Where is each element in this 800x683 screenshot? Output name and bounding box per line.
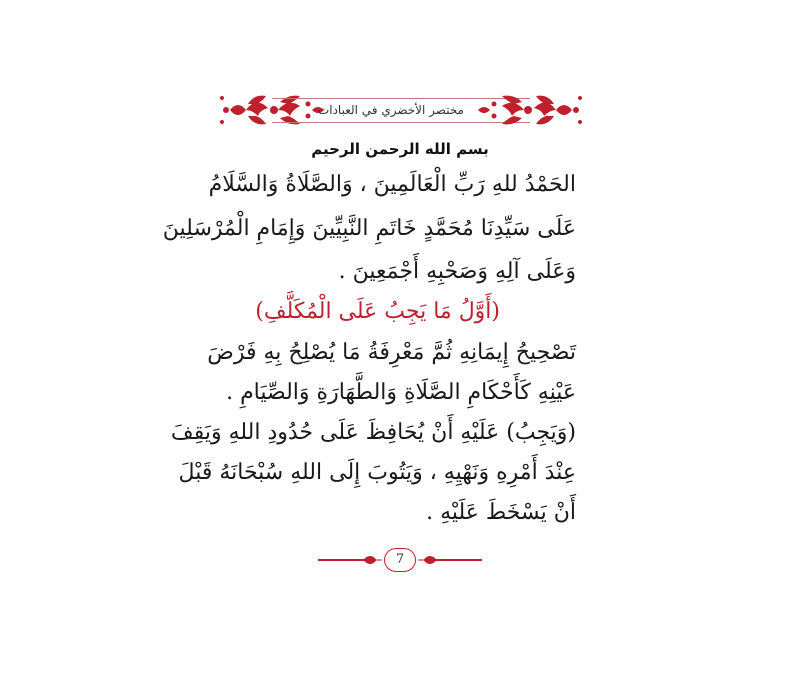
section-heading: (أَوَّلُ مَا يَجِبُ عَلَى الْمُكَلَّفِ)	[255, 299, 500, 324]
running-header-title: مختصر الأخضري في العبادات	[317, 103, 464, 117]
flourish-icon	[364, 553, 382, 567]
body-text-line: أَنْ يَسْخَطَ عَلَيْهِ .	[426, 500, 576, 525]
body-text-line: تَصْحِيحُ إِيمَانِهِ ثُمَّ مَعْرِفَةُ مَا يُصْلِحُ بِهِ فَرْضَ	[207, 340, 576, 365]
page-footer	[318, 547, 482, 573]
footer-rule-left	[318, 559, 366, 561]
footer-rule-right	[434, 559, 482, 561]
body-text-line: الحَمْدُ للهِ رَبِّ الْعَالَمِينَ ، وَالصَّلَاةُ وَالسَّلَامُ	[208, 172, 576, 197]
basmala-heading: بسم الله الرحمن الرحيم	[311, 140, 489, 158]
page-header	[218, 92, 584, 128]
body-text-line: وَعَلَى آلِهِ وَصَحْبِهِ أَجْمَعِينَ .	[338, 259, 576, 284]
page-number: 7	[384, 548, 416, 572]
body-text-line: عِنْدَ أَمْرِهِ وَنَهْيِهِ ، وَيَتُوبَ إِلَى اللهِ سُبْحَانَهُ قَبْلَ	[178, 460, 576, 485]
body-text-line: عَلَى سَيِّدِنَا مُحَمَّدٍ خَاتَمِ النَّبِيِّينَ وَإِمَامِ الْمُرْسَلِينَ	[162, 216, 576, 241]
body-text-line: عَيْنِهِ كَأَحْكَامِ الصَّلَاةِ وَالطَّهَارَةِ وَالصِّيَامِ .	[226, 380, 576, 405]
floral-ornament-icon	[472, 92, 584, 128]
body-text-line: (وَيَجِبُ) عَلَيْهِ أَنْ يُحَافِظَ عَلَى حُدُودِ اللهِ وَيَقِفَ	[170, 420, 576, 445]
